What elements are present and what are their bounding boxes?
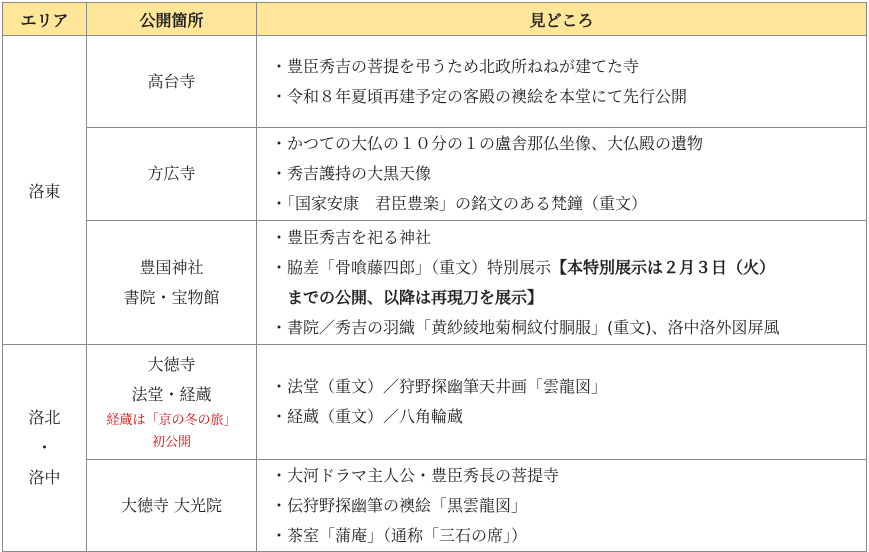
highlight-item: ・秀吉護持の大黒天像 xyxy=(271,164,432,183)
table-row xyxy=(3,128,867,221)
place-name: 豊国神社 xyxy=(139,257,204,277)
place-name: 大徳寺 xyxy=(147,355,196,374)
place-cell xyxy=(87,36,257,128)
highlight-item xyxy=(271,253,866,283)
highlight-item: ・かつての大仏の１０分の１の盧舎那仏坐像、大仏殿の遺物 xyxy=(271,134,704,153)
highlight-item: ・令和８年夏頃再建予定の客殿の襖絵を本堂にて先行公開 xyxy=(271,86,688,106)
highlight-note-cont: までの公開、以降は再現刀を展示】 xyxy=(287,287,544,307)
place-name: 大徳寺 大光院 xyxy=(120,495,223,515)
area-cell xyxy=(3,36,87,345)
place-name: 法堂・経蔵 xyxy=(131,385,212,404)
highlight-item: ・豊臣秀吉の菩提を弔うため北政所ねねが建てた寺 xyxy=(271,56,640,76)
highlight-item: ・法堂（重文）／狩野探幽筆天井画「雲龍図」 xyxy=(271,377,608,396)
highlight-item: ・茶室「蒲庵」（通称「三石の席」） xyxy=(271,525,528,545)
highlight-item: ・大河ドラマ主人公・豊臣秀長の菩提寺 xyxy=(271,465,560,485)
header-area: エリア xyxy=(3,3,87,36)
place-note: 初公開 xyxy=(151,435,191,450)
place-cell xyxy=(87,345,257,460)
table-row xyxy=(3,221,867,345)
highlights-cell xyxy=(257,345,867,460)
highlight-note: 【本特別展示は２月３日（火） xyxy=(551,257,776,277)
place-name: 方広寺 xyxy=(147,164,196,183)
header-place: 公開箇所 xyxy=(87,3,257,36)
header-highlights: 見どころ xyxy=(257,3,867,36)
area-label: 洛中 xyxy=(28,468,61,487)
highlight-item: ・書院／秀吉の羽織「黄紗綾地菊桐紋付胴服」(重文)、洛中洛外図屏風 xyxy=(271,317,780,337)
highlight-item: ・豊臣秀吉を祀る神社 xyxy=(271,227,432,247)
area-label: 洛北 xyxy=(28,408,61,427)
place-cell xyxy=(87,221,257,345)
area-label: ・ xyxy=(36,438,53,457)
place-name: 書院・宝物館 xyxy=(123,287,220,307)
table-row xyxy=(3,460,867,552)
highlights-cell xyxy=(257,128,867,221)
highlights-cell xyxy=(257,36,867,128)
area-cell xyxy=(3,345,87,552)
highlights-cell xyxy=(257,460,867,552)
table-row xyxy=(3,345,867,460)
highlight-item: ・伝狩野探幽筆の襖絵「黒雲龍図」 xyxy=(271,495,528,515)
area-label: 洛東 xyxy=(28,181,61,201)
place-cell xyxy=(87,460,257,552)
place-cell xyxy=(87,128,257,221)
tour-table xyxy=(2,2,867,552)
place-name: 高台寺 xyxy=(147,71,196,91)
table-row xyxy=(3,36,867,128)
place-note: 経蔵は「京の冬の旅」 xyxy=(106,413,237,428)
header-row xyxy=(3,3,867,36)
highlight-text: ・脇差「骨喰藤四郎」（重文）特別展示 xyxy=(271,257,552,277)
highlight-item: ・「国家安康 君臣豊楽」の銘文のある梵鐘（重文） xyxy=(271,194,648,213)
highlights-cell xyxy=(257,221,867,345)
highlight-item: ・経蔵（重文）／八角輪蔵 xyxy=(271,407,464,426)
